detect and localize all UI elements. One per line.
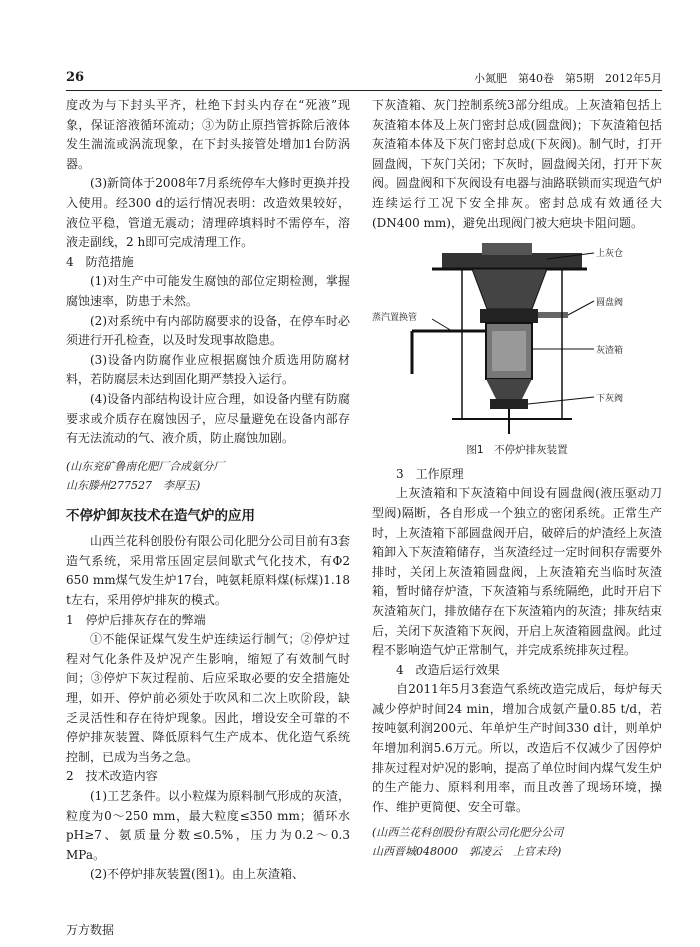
paragraph: 度改为与下封头平齐，杜绝下封头内存在“死液”现象，保证溶液循环流动；③为防止原挡管拆除后液体发生湍流或涡流现象，在下封头接管处增加1台防涡器。	[66, 98, 350, 171]
paragraph: (1)对生产中可能发生腐蚀的部位定期检测，掌握腐蚀速率，防患于未然。	[66, 274, 350, 308]
section-heading: 2 技术改造内容	[66, 769, 158, 784]
author-affiliation: 山东滕州277527 李厚玉)	[66, 478, 201, 492]
author-affiliation: (山东兖矿鲁南化肥厂合成氨分厂	[66, 459, 225, 473]
label-disc-valve: 圆盘阀	[596, 298, 624, 309]
journal-header: 小氮肥 第40卷 第5期 2012年5月	[474, 72, 662, 85]
paragraph: 自2011年5月3套造气系统改造完成后，每炉每天减少停炉时间24 min，增加合成氨产量0.85 t/d，若按吨氨利润200元、年单炉生产时间330 d计，则单炉年增加利润5.6万元。所以，改造后不仅减少了因停炉排灰过程对炉况的影响，提高了单位时间内煤气发生炉的生产能力、原料利用率，而且改善了现场环境，操作、维护更简便、安全可靠。	[372, 682, 662, 814]
section-heading: 4 防范措施	[66, 254, 134, 269]
paragraph: (3)设备内防腐作业应根据腐蚀介质选用防腐材料，若防腐层未达到固化期严禁投入运行。	[66, 352, 350, 387]
header-rule	[66, 90, 662, 91]
section-heading: 1 停炉后排灰存在的弊端	[66, 612, 206, 627]
paragraph: (2)不停炉排灰装置(图1)。由上灰渣箱、	[90, 867, 304, 882]
section-heading: 4 改造后运行效果	[396, 662, 500, 677]
figure-ash-discharge-device	[372, 239, 662, 439]
paragraph: 上灰渣箱和下灰渣箱中间设有圆盘阀(液压驱动刀型阀)隔断，各自形成一个独立的密闭系统。正常生产时，上灰渣箱下部圆盘阀开启，破碎后的炉渣经上灰渣箱卸入下灰渣箱储存，当灰渣经过一定时间积存需要外排时，关闭上灰渣箱圆盘阀，上灰渣箱充当临时灰渣箱，暂时储存炉渣，下灰渣箱与系统隔绝，此时开启下灰渣箱灰门，排放储存在下灰渣箱内的灰渣；排灰结束后，关闭下灰渣箱下灰阀，开启上灰渣箱圆盘阀。此过程不影响造气炉正常制气，并完成系统排灰过程。	[372, 486, 662, 658]
author-affiliation: 山西晋城048000 郭凌云 上官未玲)	[372, 845, 562, 859]
paragraph: (3)新筒体于2008年7月系统停车大修时更换并投入使用。经300 d的运行情况表明：改造效果较好，液位平稳，管道无震动；清理碎填料时不需停车，溶液走副线，2 h即可完成清理工作。	[66, 176, 350, 250]
paragraph: (2)对系统中有内部防腐要求的设备，在停车时必须进行开孔检查，以及时发现事故隐患。	[66, 313, 350, 348]
article-title: 不停炉卸灰技术在造气炉的应用	[66, 507, 255, 524]
paragraph: (1)工艺条件。以小粒煤为原料制气形成的灰渣，粒度为0～250 mm，最大粒度≤350 mm；循环水pH≥7、氨质量分数≤0.5%，压力为0.2～0.3 MPa。	[66, 789, 350, 862]
watermark-footer: 万方数据	[66, 923, 115, 937]
page-number: 26	[66, 70, 85, 85]
furnace-base	[442, 253, 582, 269]
label-upper-ash-bin: 上灰仓	[596, 249, 624, 260]
left-column	[66, 96, 350, 885]
paragraph: (4)设备内部结构设计应合理，如设备内壁有防腐要求或介质存在腐蚀因子，应尽量避免在设备内部存有无法流动的气、液介质，防止腐蚀加剧。	[66, 391, 350, 446]
label-ash-box: 灰渣箱	[596, 346, 624, 357]
paragraph: ①不能保证煤气发生炉连续运行制气；②停炉过程对气化条件及炉况产生影响，缩短了有效制气时间；③停炉下灰过程前、后应采取必要的安全措施处理，如开、停炉前必须处于吹风和二次上吹阶段，缺乏灵活性和存在待炉现象。因此，增设安全可靠的不停炉排灰装置、降低原料气生产成本、优化造气系统控制，已成为当务之急。	[66, 632, 350, 764]
section-heading: 3 工作原理	[396, 466, 464, 481]
paragraph: 山西兰花科创股份有限公司化肥分公司目前有3套造气系统，采用常压固定层间歇式气化技术，有Φ2 650 mm煤气发生炉17台，吨氨耗原料煤(标煤)1.18 t左右，采用停炉排灰的模式。	[66, 534, 350, 608]
right-column	[372, 96, 662, 861]
author-affiliation: (山西兰花科创股份有限公司化肥分公司	[372, 826, 564, 840]
paragraph: 下灰渣箱、灰门控制系统3部分组成。上灰渣箱包括上灰渣箱本体及上灰门密封总成(圆盘阀)；下灰渣箱包括灰渣箱本体及下灰门密封总成(下灰阀)。制气时，打开圆盘阀，下灰门关闭；下灰时，圆盘阀关闭，打开下灰阀。圆盘阀和下灰阀设有电器与油路联锁而实现造气炉连续运行工况下安全排灰。密封总成有效通径大(DN400 mm)，避免出现阀门被大疤块卡阻问题。	[372, 98, 662, 230]
label-lower-valve: 下灰阀	[596, 394, 624, 405]
label-steam-pipe: 蒸汽置换管	[372, 313, 418, 324]
figure-caption: 图1 不停炉排灰装置	[466, 444, 568, 457]
